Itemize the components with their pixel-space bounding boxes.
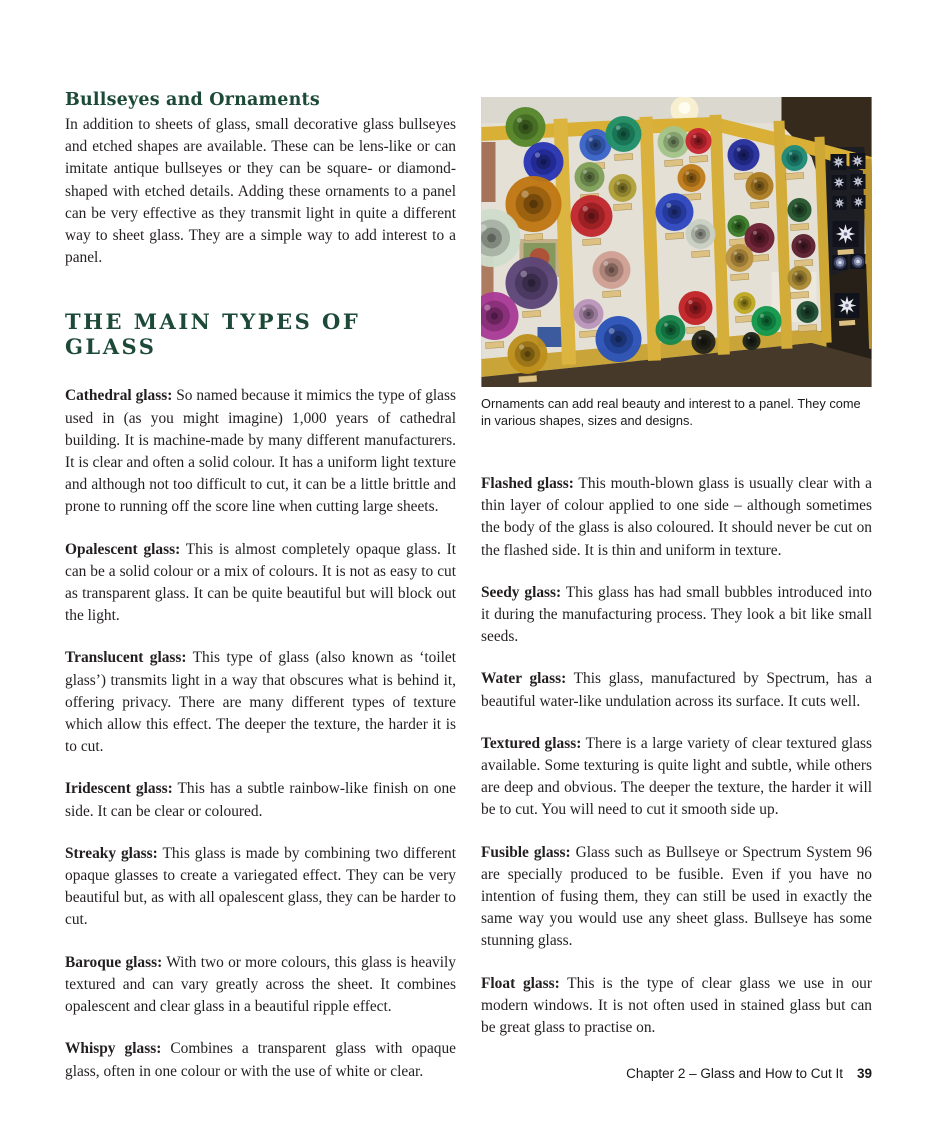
entry-term: Flashed glass: — [481, 475, 574, 492]
entry-translucent-glass — [65, 647, 456, 758]
ornament-tile — [831, 154, 847, 170]
glass-rondel — [792, 234, 816, 267]
price-label — [486, 341, 504, 348]
entry-term: Fusible glass: — [481, 843, 571, 861]
ornament-tile — [852, 195, 866, 209]
ornament-tile — [833, 255, 848, 270]
ornament-tile — [850, 153, 866, 169]
entry-fusible-glass — [481, 842, 872, 953]
left-column — [65, 90, 456, 1103]
entry-text: With two or more colours, this glass is heavily textured and can vary greatly across the sheet. It combines opalescent and clear glass in a beautiful ripple effect. — [65, 953, 457, 1016]
price-label — [795, 259, 813, 266]
price-label — [523, 310, 541, 317]
price-label — [666, 232, 684, 239]
price-label — [736, 315, 754, 322]
entry-term: Seedy glass: — [481, 583, 562, 601]
entry-whispy-glass — [65, 1038, 456, 1082]
price-label — [614, 203, 632, 210]
entry-term: Streaky glass: — [65, 844, 158, 862]
entry-text: This is almost completely opaque glass. It can be a solid colour or a mix of colours. It is not as easy to cut as transparent glass. It can be quite beautiful but will block out the light. — [65, 540, 456, 625]
price-label — [799, 324, 817, 331]
intro-paragraph: In addition to sheets of glass, small decorative glass bullseyes and etched shapes are available. These can be lens-like or can imitate antique bullseyes or they can be square- or diamond-shaped with etched details. Adding these ornaments to a panel can be very effective as they transmit light in quite a different way to sheet glass. They are a simple way to add interest to a panel. — [65, 116, 456, 267]
glass-rondel — [686, 128, 712, 163]
entry-baroque-glass — [65, 952, 456, 1019]
glass-rondel — [596, 316, 642, 362]
glass-rondel — [692, 330, 716, 354]
price-label — [615, 153, 633, 160]
entry-textured-glass — [481, 733, 872, 822]
price-label — [751, 201, 769, 208]
chapter-title: Chapter 2 – Glass and How to Cut It — [626, 1066, 843, 1081]
entry-water-glass — [481, 668, 872, 712]
price-label — [603, 290, 621, 297]
entry-text: This glass, manufactured by Spectrum, has a beautiful water-like undulation across its surface. It cuts well. — [481, 670, 872, 710]
entry-term: Translucent glass: — [65, 649, 187, 667]
entry-term: Water glass: — [481, 670, 567, 688]
ornaments-photo-svg — [481, 97, 872, 387]
price-label — [519, 375, 537, 382]
entry-float-glass — [481, 973, 872, 1040]
ornament-tile — [832, 175, 847, 190]
entry-cathedral-glass — [65, 385, 456, 518]
glass-rondel — [797, 301, 819, 332]
entry-text: This glass has had small bubbles introduced into it during the manufacturing process. They look a bit like small seeds. — [481, 583, 872, 646]
price-label — [791, 223, 809, 230]
price-label — [690, 155, 708, 162]
ornament-tile — [851, 254, 866, 269]
entry-text: Glass such as Bullseye or Spectrum System 96 are specially produced to be fusible. Even if you have no intention of fusing them, they can still be used in exactly the same way you would use any sheet glass. Bullseye has some stunning glass. — [481, 843, 872, 950]
price-label — [583, 238, 601, 245]
price-label — [731, 273, 749, 280]
entry-text: This mouth-blown glass is usually clear with a thin layer of colour applied to one side – although sometimes the body of the glass is also coloured. It should never be cut on the flashed side. It is thin and uniform in texture. — [481, 475, 872, 559]
page-footer — [626, 1066, 872, 1081]
entry-term: Float glass: — [481, 974, 560, 992]
entry-iridescent-glass — [65, 778, 456, 822]
glass-rondel — [743, 332, 761, 350]
glass-rondel — [788, 266, 812, 299]
right-entries — [481, 473, 872, 1039]
photo-caption: Ornaments can add real beauty and interest to a panel. They come in various shapes, sizes and designs. — [481, 396, 861, 428]
entry-term: Textured glass: — [481, 734, 582, 752]
page-number: 39 — [856, 1066, 872, 1081]
price-label — [692, 250, 710, 257]
entry-streaky-glass — [65, 843, 456, 932]
main-heading: THE MAIN TYPES OF GLASS — [65, 309, 361, 360]
ornament-tile — [833, 196, 847, 210]
entry-flashed-glass — [481, 473, 872, 562]
price-label — [525, 233, 543, 240]
entry-term: Opalescent glass: — [65, 540, 181, 558]
glass-rondel — [656, 315, 686, 345]
entry-term: Baroque glass: — [65, 953, 163, 971]
glass-rondel — [782, 145, 808, 180]
ornament-tile — [851, 174, 866, 189]
entry-term: Iridescent glass: — [65, 780, 173, 798]
glass-rondel — [752, 306, 782, 336]
entry-term: Cathedral glass: — [65, 387, 173, 405]
entry-opalescent-glass — [65, 539, 456, 628]
glass-rondel — [788, 198, 812, 231]
entry-term: Whispy glass: — [65, 1040, 162, 1058]
glass-rondel — [506, 107, 546, 147]
price-label — [665, 159, 683, 166]
entry-text: Combines a transparent glass with opaque glass, often in one colour or with the use of white or clear. — [65, 1040, 457, 1080]
entry-text: This has a subtle rainbow-like finish on one side. It can be clear or coloured. — [65, 780, 456, 820]
entry-seedy-glass — [481, 582, 872, 649]
right-column — [481, 97, 872, 1059]
section-heading-bullseyes: Bullseyes and Ornaments — [65, 90, 320, 110]
entry-text: This is the type of clear glass we use in our modern windows. It is not often used in stained glass but can be great glass to practise on. — [481, 974, 873, 1037]
price-label — [791, 291, 809, 298]
entry-text: So named because it mimics the type of glass used in (as you might imagine) 1,000 years of cathedral building. It is machine-made by many different manufacturers. It is clear and often a solid colour. It has a uniform light texture and although not too difficult to cut, it can be a little brittle and prone to running off the score line when cutting large sheets. — [65, 387, 456, 516]
price-label — [786, 172, 804, 179]
entry-text: There is a large variety of clear textured glass available. Some texturing is quite light and subtle, while others are deep and obvious. The deeper the texture, the harder it will be to cut. You will need to cut it smooth side up. — [481, 734, 873, 819]
entry-text: This glass is made by combining two different opaque glasses to create a variegated effect. They can be very beautiful but, as with all opalescent glass, they can be harder to cut. — [65, 844, 456, 929]
entry-text: This type of glass (also known as ‘toilet glass’) transmits light in a way that obscures what is behind it, offering privacy. There are many different types of texture which allow this effect. The deeper the texture, the harder it is to cut. — [65, 649, 456, 756]
ornaments-photo — [481, 97, 872, 387]
price-label — [580, 330, 598, 337]
